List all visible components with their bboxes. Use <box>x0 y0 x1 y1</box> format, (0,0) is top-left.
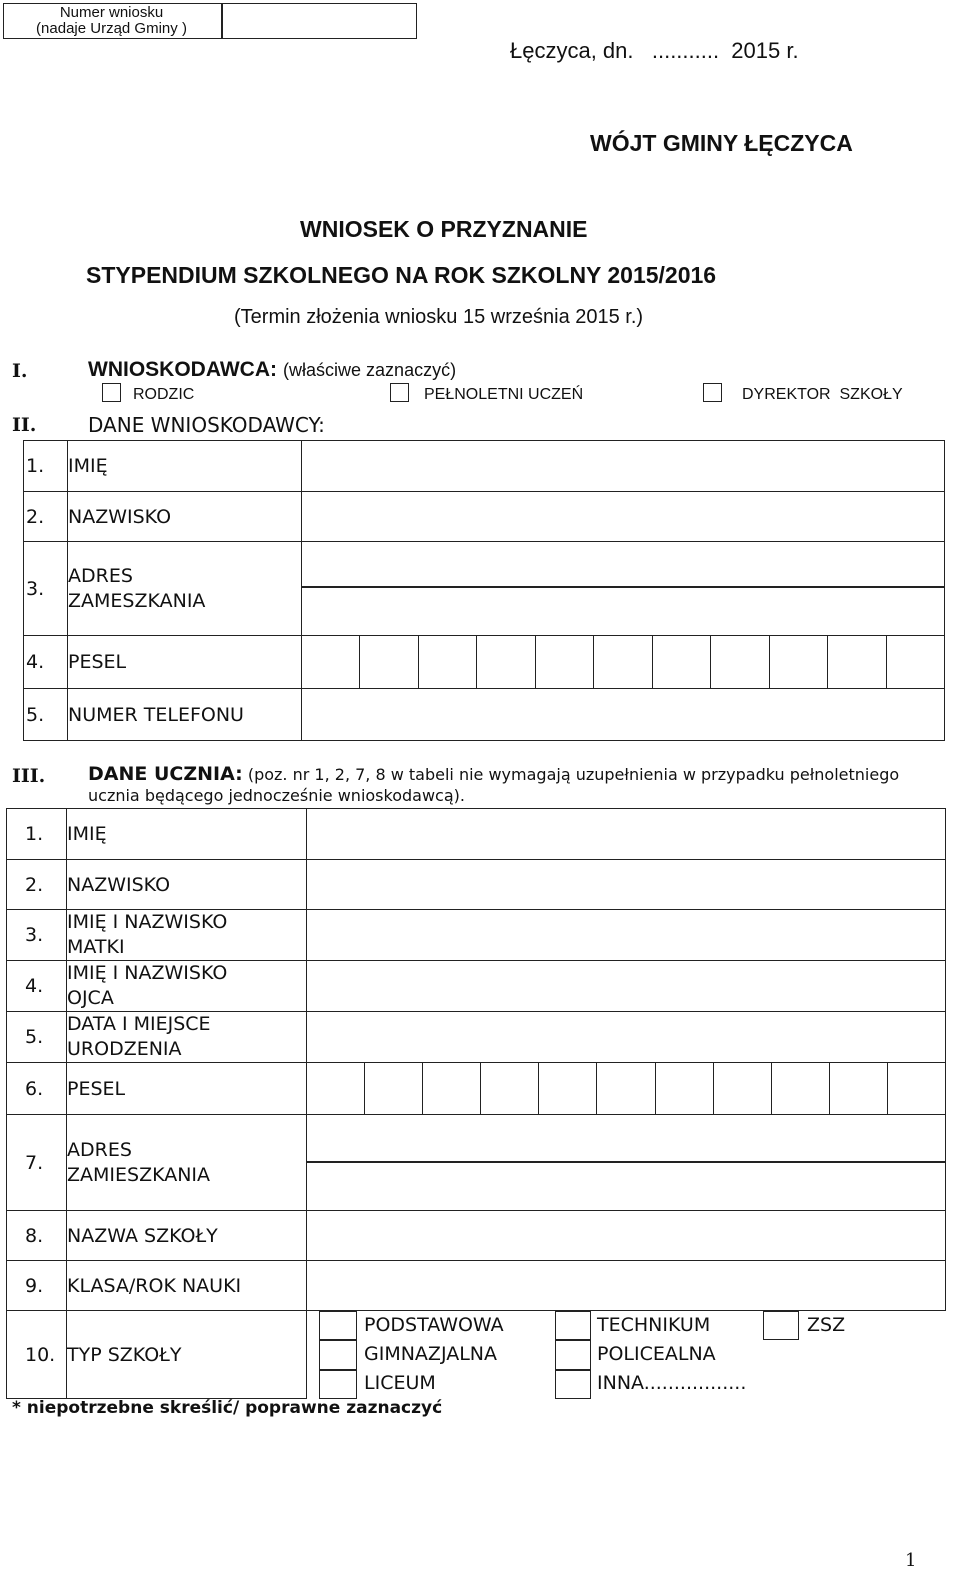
row-label: DATA I MIEJSCE URODZENIA <box>67 1012 307 1063</box>
school-type-liceum-checkbox[interactable] <box>319 1370 357 1399</box>
mother-name-field[interactable] <box>307 910 946 961</box>
table-row <box>7 961 946 1012</box>
student-pesel-field[interactable] <box>307 1063 946 1115</box>
row-label: KLASA/ROK NAUKI <box>67 1261 307 1311</box>
school-type-liceum-label: LICEUM <box>364 1372 436 1394</box>
table-row <box>24 441 945 492</box>
application-number-label: Numer wniosku (nadaje Urząd Gminy ) <box>36 4 187 37</box>
footnote: * niepotrzebne skreślić/ poprawne zaznaczyć <box>12 1398 443 1418</box>
addressee: WÓJT GMINY ŁĘCZYCA <box>590 130 853 156</box>
row-number: 6. <box>7 1063 67 1115</box>
table-row <box>7 1261 946 1311</box>
address-underline <box>302 586 944 588</box>
row-label: NUMER TELEFONU <box>68 689 302 741</box>
application-number-field[interactable] <box>221 4 223 38</box>
row-label: IMIĘ <box>67 809 307 860</box>
row-number: 8. <box>7 1211 67 1261</box>
table-row <box>7 1115 946 1211</box>
applicant-phone-field[interactable] <box>302 689 945 741</box>
school-type-policealna-checkbox[interactable] <box>555 1340 591 1370</box>
section-3-heading: DANE UCZNIA: (poz. nr 1, 2, 7, 8 w tabeli nie wymagają uzupełnienia w przypadku pełnoletniego ucznia będącego jednocześnie wnioskodawcą). <box>88 763 900 805</box>
row-label: TYP SZKOŁY <box>67 1311 307 1399</box>
school-type-technikum-checkbox[interactable] <box>555 1311 591 1340</box>
applicant-table <box>23 440 945 741</box>
form-title-line-2: STYPENDIUM SZKOLNEGO NA ROK SZKOLNY 2015/2016 <box>86 262 717 288</box>
place-date: Łęczyca, dn. ........... 2015 r. <box>510 38 799 63</box>
option-pelnoletni-checkbox[interactable] <box>390 383 409 402</box>
option-rodzic-label: RODZIC <box>133 386 195 403</box>
applicant-last-name-field[interactable] <box>302 492 945 542</box>
row-number: 7. <box>7 1115 67 1211</box>
table-row <box>24 636 945 689</box>
section-3-number: III. <box>12 765 46 787</box>
father-name-field[interactable] <box>307 961 946 1012</box>
applicant-pesel-field[interactable] <box>302 636 945 689</box>
school-type-policealna-label: POLICEALNA <box>597 1343 716 1365</box>
section-2-number: II. <box>12 414 37 436</box>
address-underline <box>307 1161 945 1163</box>
applicant-address-field[interactable] <box>302 542 945 636</box>
option-dyrektor-checkbox[interactable] <box>703 383 722 402</box>
table-row <box>24 689 945 741</box>
application-number-box <box>3 3 417 39</box>
row-label: NAZWISKO <box>68 492 302 542</box>
row-number: 5. <box>7 1012 67 1063</box>
table-row <box>24 542 945 636</box>
row-label: NAZWA SZKOŁY <box>67 1211 307 1261</box>
school-type-podstawowa-label: PODSTAWOWA <box>364 1314 504 1336</box>
option-pelnoletni-label: PEŁNOLETNI UCZEŃ <box>424 386 584 403</box>
school-type-zsz-checkbox[interactable] <box>763 1311 799 1340</box>
table-row <box>7 1063 946 1115</box>
row-number: 1. <box>24 441 68 492</box>
student-table <box>6 808 946 1399</box>
pesel-digit-cells <box>307 1063 945 1114</box>
table-row <box>7 1012 946 1063</box>
row-number: 5. <box>24 689 68 741</box>
row-label: ADRES ZAMIESZKANIA <box>67 1115 307 1211</box>
row-number: 4. <box>24 636 68 689</box>
row-label: IMIĘ <box>68 441 302 492</box>
table-row <box>7 1311 946 1399</box>
row-number: 3. <box>7 910 67 961</box>
school-type-inna-label: INNA................. <box>597 1372 747 1394</box>
row-number: 3. <box>24 542 68 636</box>
row-label: PESEL <box>67 1063 307 1115</box>
row-label: ADRES ZAMESZKANIA <box>68 542 302 636</box>
table-row <box>7 860 946 910</box>
school-type-zsz-label: ZSZ <box>807 1314 846 1336</box>
school-type-podstawowa-checkbox[interactable] <box>319 1311 357 1340</box>
form-title-line-1: WNIOSEK O PRZYZNANIE <box>300 216 588 242</box>
school-type-gimnazjalna-checkbox[interactable] <box>319 1340 357 1370</box>
table-row <box>7 809 946 860</box>
school-type-cell <box>307 1311 946 1399</box>
row-number: 10. <box>7 1311 67 1399</box>
option-dyrektor-label: DYREKTOR SZKOŁY <box>742 386 903 403</box>
row-label: IMIĘ I NAZWISKO OJCA <box>67 961 307 1012</box>
table-row <box>7 1211 946 1261</box>
student-last-name-field[interactable] <box>307 860 946 910</box>
student-address-field[interactable] <box>307 1115 946 1211</box>
section-1-heading: WNIOSKODAWCA: (właściwe zaznaczyć) <box>88 358 457 381</box>
option-rodzic-checkbox[interactable] <box>102 383 121 402</box>
row-label: PESEL <box>68 636 302 689</box>
table-row <box>7 910 946 961</box>
applicant-first-name-field[interactable] <box>302 441 945 492</box>
row-label: NAZWISKO <box>67 860 307 910</box>
row-number: 2. <box>24 492 68 542</box>
deadline-note: (Termin złożenia wniosku 15 września 2015 r.) <box>234 306 644 328</box>
row-number: 4. <box>7 961 67 1012</box>
row-number: 1. <box>7 809 67 860</box>
school-type-gimnazjalna-label: GIMNAZJALNA <box>364 1343 498 1365</box>
pesel-digit-cells <box>302 636 944 688</box>
school-name-field[interactable] <box>307 1211 946 1261</box>
class-year-field[interactable] <box>307 1261 946 1311</box>
student-first-name-field[interactable] <box>307 809 946 860</box>
table-row <box>24 492 945 542</box>
row-number: 2. <box>7 860 67 910</box>
section-1-number: I. <box>12 360 28 382</box>
page-number: 1 <box>905 1550 917 1571</box>
row-label: IMIĘ I NAZWISKO MATKI <box>67 910 307 961</box>
school-type-technikum-label: TECHNIKUM <box>597 1314 711 1336</box>
school-type-inna-checkbox[interactable] <box>555 1370 591 1399</box>
row-number: 9. <box>7 1261 67 1311</box>
section-2-title: DANE WNIOSKODAWCY: <box>88 413 325 437</box>
birth-date-place-field[interactable] <box>307 1012 946 1063</box>
